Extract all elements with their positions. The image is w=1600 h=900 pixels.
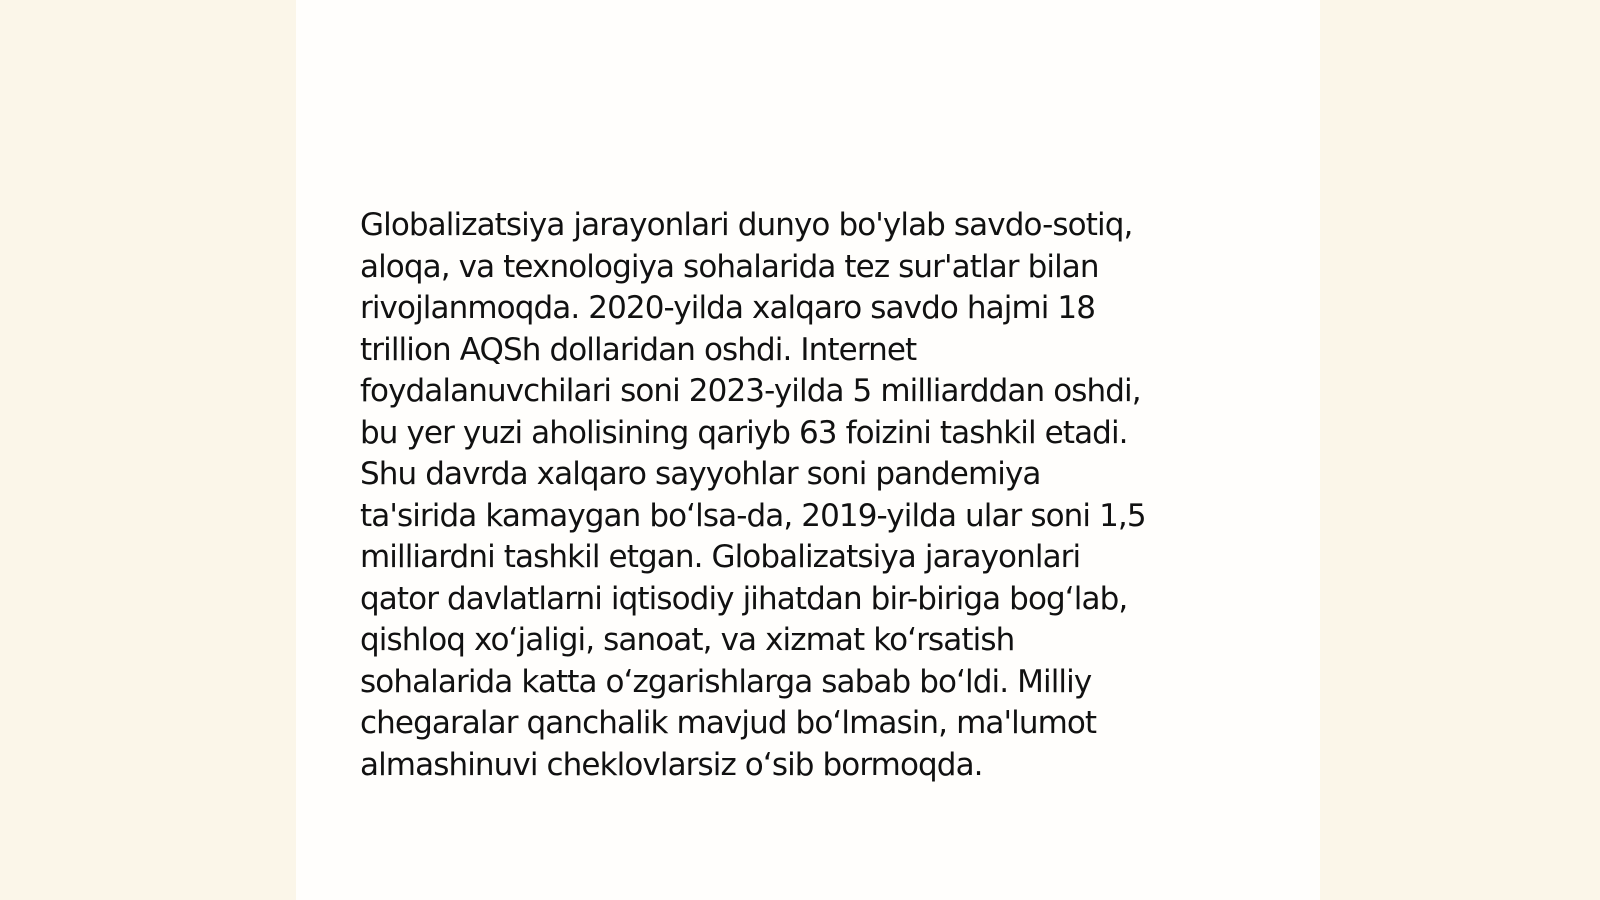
paragraph-line: ta'sirida kamaygan boʻlsa-da, 2019-yilda ular soni 1,5 — [360, 497, 1146, 534]
paragraph-line: foydalanuvchilari soni 2023-yilda 5 milliarddan oshdi, — [360, 373, 1141, 409]
paragraph-line: chegaralar qanchalik mavjud boʻlmasin, ma'lumot — [360, 705, 1097, 741]
paragraph-line: milliardni tashkil etgan. Globalizatsiya jarayonlari — [360, 539, 1081, 575]
paragraph — [360, 205, 1240, 786]
paragraph-line: qator davlatlarni iqtisodiy jihatdan bir-biriga bogʻlab, — [360, 580, 1128, 617]
paragraph-line: almashinuvi cheklovlarsiz oʻsib bormoqda. — [360, 746, 983, 783]
paragraph-line: Globalizatsiya jarayonlari dunyo bo'ylab savdo-sotiq, — [360, 207, 1133, 243]
paragraph-line: bu yer yuzi aholisining qariyb 63 foizini tashkil etadi. — [360, 414, 1128, 451]
paragraph-line: qishloq xoʻjaligi, sanoat, va xizmat koʻrsatish — [360, 622, 1015, 658]
paragraph-line: Shu davrda xalqaro sayyohlar soni pandemiya — [360, 456, 1041, 492]
paragraph-line: sohalarida katta oʻzgarishlarga sabab boʻldi. Milliy — [360, 663, 1092, 700]
paragraph-line: trillion AQSh dollaridan oshdi. Internet — [360, 331, 917, 368]
paragraph-line: aloqa, va texnologiya sohalarida tez sur'atlar bilan — [360, 248, 1099, 285]
paragraph-line: rivojlanmoqda. 2020-yilda xalqaro savdo hajmi 18 — [360, 290, 1096, 326]
document-page — [296, 0, 1320, 900]
